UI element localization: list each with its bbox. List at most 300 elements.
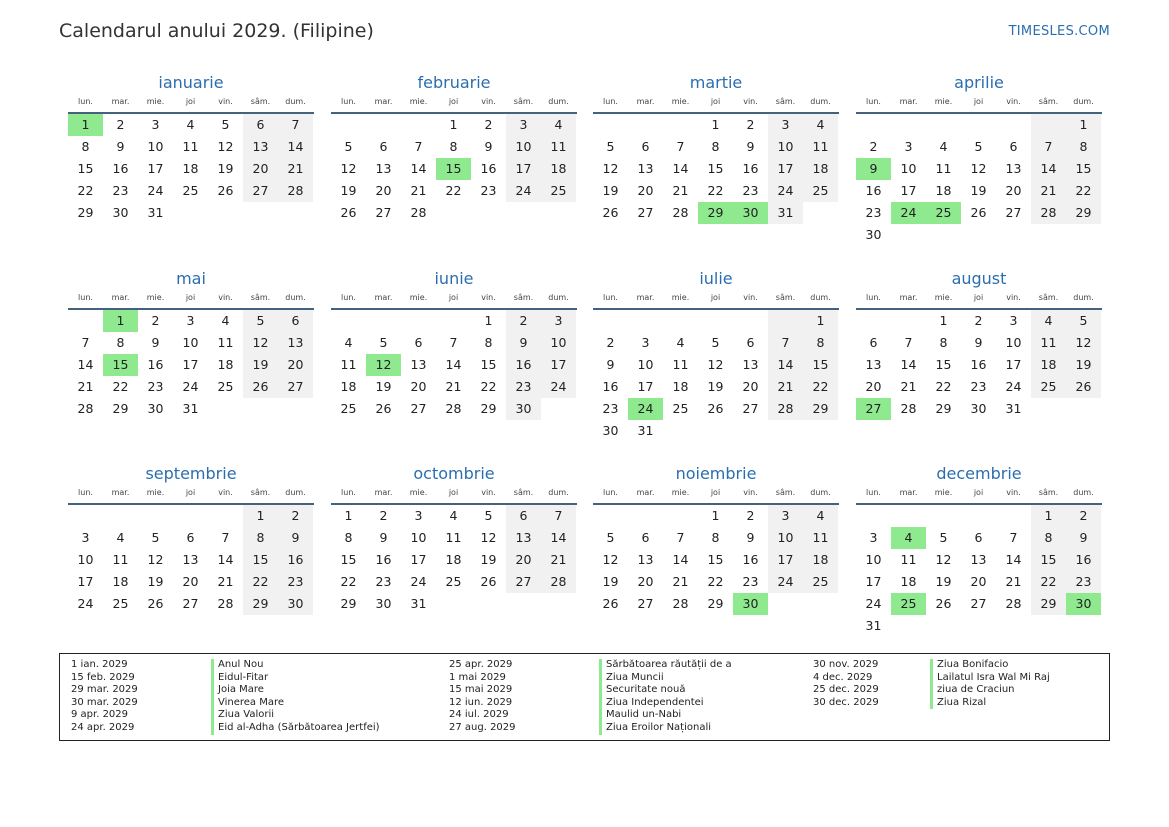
holiday-date: 30 mar. 2029	[71, 696, 138, 708]
day-cell: 22	[340, 574, 357, 589]
month-name: decembrie	[936, 464, 1022, 483]
weekday-label: mar.	[636, 293, 655, 302]
holiday-day: 25	[891, 593, 926, 615]
day-cell: 26	[375, 401, 392, 416]
day-cell: 6	[379, 139, 388, 154]
day-cell: 5	[974, 139, 983, 154]
empty-cell	[366, 310, 401, 332]
month-name: august	[951, 269, 1007, 288]
day-cell: 9	[116, 139, 125, 154]
day-cell: 28	[278, 180, 313, 202]
day-cell: 17	[410, 552, 427, 567]
day-cell: 5	[711, 335, 720, 350]
holiday-day: 1	[68, 114, 103, 136]
legend-names-1	[211, 659, 380, 735]
day-cell: 18	[217, 357, 234, 372]
day-cell: 1	[1031, 505, 1066, 527]
month-iulie	[593, 268, 839, 442]
weekday-label: mar.	[111, 97, 130, 106]
month-name: iulie	[699, 269, 733, 288]
day-cell: 24	[768, 571, 803, 593]
empty-cell	[366, 114, 401, 136]
day-cell: 23	[742, 574, 759, 589]
weekday-label: mie.	[671, 488, 690, 497]
day-cell: 16	[742, 552, 759, 567]
day-cell: 20	[506, 549, 541, 571]
day-cell: 28	[672, 205, 689, 220]
weekday-label: lun.	[341, 97, 356, 106]
day-cell: 11	[217, 335, 234, 350]
day-cell: 21	[900, 379, 917, 394]
day-cell: 28	[768, 398, 803, 420]
day-cell: 25	[445, 574, 462, 589]
day-cell: 5	[243, 310, 278, 332]
day-cell: 7	[278, 114, 313, 136]
day-cell: 26	[970, 205, 987, 220]
empty-cell	[663, 505, 698, 527]
weekday-label: mar.	[374, 97, 393, 106]
day-cell: 23	[112, 183, 129, 198]
weekday-header	[856, 485, 1102, 500]
day-cell: 4	[803, 505, 838, 527]
day-cell: 17	[768, 158, 803, 180]
weekday-label: vin.	[481, 488, 496, 497]
day-cell: 5	[606, 530, 615, 545]
holiday-date: 27 aug. 2029	[449, 721, 516, 733]
day-cell: 3	[904, 139, 913, 154]
month-februarie	[331, 72, 577, 224]
weekday-label: vin.	[218, 293, 233, 302]
day-cell: 27	[375, 205, 392, 220]
day-cell: 16	[278, 549, 313, 571]
day-cell: 22	[480, 379, 497, 394]
day-cell: 19	[375, 379, 392, 394]
weekday-label: joi	[710, 293, 721, 302]
day-cell: 16	[970, 357, 987, 372]
empty-cell	[961, 505, 996, 527]
day-cell: 3	[641, 335, 650, 350]
day-cell: 18	[112, 574, 129, 589]
day-cell: 24	[1005, 379, 1022, 394]
day-cell: 2	[116, 117, 125, 132]
weekday-label: dum.	[285, 293, 306, 302]
day-cell: 31	[182, 401, 199, 416]
day-cell: 10	[1005, 335, 1022, 350]
day-cell: 10	[77, 552, 94, 567]
day-cell: 6	[974, 530, 983, 545]
day-cell: 4	[1031, 310, 1066, 332]
holiday-day: 4	[891, 527, 926, 549]
day-cell: 20	[375, 183, 392, 198]
day-cell: 6	[186, 530, 195, 545]
holiday-day: 30	[733, 593, 768, 615]
day-cell: 12	[217, 139, 234, 154]
weekday-label: mie.	[409, 97, 428, 106]
empty-cell	[926, 114, 961, 136]
weekday-label: mar.	[636, 488, 655, 497]
holiday-date: 9 apr. 2029	[71, 709, 129, 721]
day-cell: 17	[1005, 357, 1022, 372]
day-cell: 12	[935, 552, 952, 567]
day-cell: 10	[506, 136, 541, 158]
holiday-date: 12 iun. 2029	[449, 696, 513, 708]
day-cell: 15	[935, 357, 952, 372]
day-cell: 26	[243, 376, 278, 398]
day-cell: 19	[340, 183, 357, 198]
day-cell: 4	[186, 117, 195, 132]
weekday-label: sâm.	[1038, 97, 1059, 106]
day-cell: 1	[344, 508, 353, 523]
month-name: octombrie	[413, 464, 495, 483]
day-cell: 20	[637, 574, 654, 589]
weekday-label: joi	[973, 488, 984, 497]
weekday-label: vin.	[743, 97, 758, 106]
empty-cell	[996, 114, 1031, 136]
day-cell: 6	[506, 505, 541, 527]
day-cell: 15	[243, 549, 278, 571]
day-grid	[856, 505, 1102, 637]
day-cell: 15	[803, 354, 838, 376]
day-cell: 17	[768, 549, 803, 571]
empty-cell	[628, 114, 663, 136]
day-cell: 29	[1066, 202, 1101, 224]
day-cell: 31	[410, 596, 427, 611]
day-cell: 17	[865, 574, 882, 589]
holiday-date: 4 dec. 2029	[813, 671, 873, 683]
weekday-header	[593, 94, 839, 109]
holiday-date: 15 mai 2029	[449, 684, 513, 696]
weekday-label: sâm.	[775, 97, 796, 106]
day-cell: 16	[147, 357, 164, 372]
holiday-name: Ziua Rizal	[930, 697, 1050, 710]
day-cell: 20	[278, 354, 313, 376]
day-cell: 30	[865, 227, 882, 242]
weekday-label: vin.	[481, 97, 496, 106]
weekday-label: joi	[185, 293, 196, 302]
month-name: septembrie	[145, 464, 237, 483]
day-cell: 18	[541, 158, 576, 180]
holiday-date: 1 ian. 2029	[71, 659, 128, 670]
holiday-day: 27	[856, 398, 891, 420]
day-cell: 3	[768, 114, 803, 136]
day-cell: 28	[445, 401, 462, 416]
empty-cell	[331, 114, 366, 136]
day-cell: 23	[506, 376, 541, 398]
day-cell: 22	[1066, 180, 1101, 202]
day-cell: 18	[803, 158, 838, 180]
weekday-label: dum.	[285, 97, 306, 106]
day-cell: 8	[803, 332, 838, 354]
day-cell: 23	[375, 574, 392, 589]
day-cell: 27	[278, 376, 313, 398]
day-cell: 5	[344, 139, 353, 154]
holiday-day: 1	[103, 310, 138, 332]
holiday-date: 30 dec. 2029	[813, 696, 879, 708]
day-cell: 10	[637, 357, 654, 372]
day-cell: 6	[1009, 139, 1018, 154]
weekday-label: joi	[710, 97, 721, 106]
holiday-day: 15	[103, 354, 138, 376]
weekday-label: lun.	[341, 293, 356, 302]
weekday-label: vin.	[1006, 293, 1021, 302]
day-cell: 15	[1066, 158, 1101, 180]
day-cell: 22	[935, 379, 952, 394]
weekday-label: sâm.	[775, 488, 796, 497]
month-name: ianuarie	[158, 73, 224, 92]
weekday-label: mar.	[111, 293, 130, 302]
day-cell: 18	[803, 549, 838, 571]
day-grid	[331, 310, 577, 420]
page-title: Calendarul anului 2029. (Filipine)	[59, 20, 374, 42]
day-cell: 24	[77, 596, 94, 611]
day-cell: 1	[711, 508, 720, 523]
day-cell: 1	[1066, 114, 1101, 136]
empty-cell	[331, 310, 366, 332]
day-cell: 23	[970, 379, 987, 394]
day-cell: 28	[1031, 202, 1066, 224]
empty-cell	[996, 505, 1031, 527]
day-cell: 3	[541, 310, 576, 332]
day-cell: 27	[1005, 205, 1022, 220]
weekday-label: mar.	[111, 488, 130, 497]
day-cell: 1	[484, 313, 493, 328]
day-cell: 19	[935, 574, 952, 589]
day-cell: 10	[865, 552, 882, 567]
day-cell: 2	[746, 508, 755, 523]
day-cell: 23	[480, 183, 497, 198]
day-cell: 20	[410, 379, 427, 394]
weekday-label: joi	[448, 97, 459, 106]
day-cell: 10	[410, 530, 427, 545]
day-cell: 18	[1031, 354, 1066, 376]
day-cell: 14	[768, 354, 803, 376]
day-cell: 3	[186, 313, 195, 328]
day-cell: 2	[606, 335, 615, 350]
weekday-label: sâm.	[513, 97, 534, 106]
day-cell: 9	[278, 527, 313, 549]
day-cell: 8	[711, 139, 720, 154]
day-cell: 26	[602, 205, 619, 220]
day-cell: 15	[707, 161, 724, 176]
empty-cell	[663, 114, 698, 136]
weekday-header	[593, 290, 839, 305]
day-cell: 7	[904, 335, 913, 350]
holiday-day: 15	[436, 158, 471, 180]
day-cell: 28	[1005, 596, 1022, 611]
day-cell: 10	[182, 335, 199, 350]
day-cell: 6	[641, 139, 650, 154]
day-cell: 29	[243, 593, 278, 615]
brand-link[interactable]: TIMESLES.COM	[1008, 24, 1110, 39]
day-cell: 15	[1031, 549, 1066, 571]
day-cell: 19	[602, 574, 619, 589]
weekday-label: sâm.	[513, 488, 534, 497]
day-cell: 14	[1031, 158, 1066, 180]
day-cell: 2	[278, 505, 313, 527]
day-cell: 14	[672, 161, 689, 176]
day-cell: 11	[541, 136, 576, 158]
day-cell: 28	[410, 205, 427, 220]
month-decembrie	[856, 463, 1102, 637]
day-cell: 14	[445, 357, 462, 372]
day-cell: 30	[375, 596, 392, 611]
month-name: noiembrie	[675, 464, 757, 483]
weekday-label: lun.	[341, 488, 356, 497]
day-cell: 18	[182, 161, 199, 176]
weekday-label: dum.	[810, 488, 831, 497]
holiday-name: Eidul-Fitar	[211, 672, 380, 685]
weekday-label: mie.	[934, 293, 953, 302]
weekday-header	[331, 485, 577, 500]
day-cell: 12	[480, 530, 497, 545]
day-cell: 23	[147, 379, 164, 394]
day-cell: 30	[970, 401, 987, 416]
holiday-day: 30	[733, 202, 768, 224]
day-cell: 9	[974, 335, 983, 350]
weekday-label: lun.	[603, 293, 618, 302]
day-cell: 10	[541, 332, 576, 354]
empty-cell	[768, 310, 803, 332]
weekday-label: joi	[448, 488, 459, 497]
weekday-label: sâm.	[250, 97, 271, 106]
weekday-label: mar.	[374, 293, 393, 302]
day-cell: 21	[445, 379, 462, 394]
day-cell: 1	[449, 117, 458, 132]
day-cell: 27	[506, 571, 541, 593]
day-cell: 25	[803, 571, 838, 593]
holiday-name: Eid al-Adha (Sărbătoarea Jertfei)	[211, 722, 380, 735]
weekday-label: joi	[185, 97, 196, 106]
day-cell: 17	[637, 379, 654, 394]
day-cell: 26	[707, 401, 724, 416]
day-cell: 2	[1066, 505, 1101, 527]
day-cell: 22	[112, 379, 129, 394]
day-cell: 23	[1066, 571, 1101, 593]
day-cell: 7	[221, 530, 230, 545]
day-cell: 4	[449, 508, 458, 523]
day-cell: 23	[865, 205, 882, 220]
day-cell: 7	[449, 335, 458, 350]
weekday-label: dum.	[548, 293, 569, 302]
day-cell: 19	[1066, 354, 1101, 376]
day-cell: 25	[672, 401, 689, 416]
day-cell: 10	[768, 527, 803, 549]
empty-cell	[208, 505, 243, 527]
weekday-label: mie.	[409, 488, 428, 497]
day-cell: 22	[77, 183, 94, 198]
weekday-header	[68, 94, 314, 109]
day-cell: 27	[410, 401, 427, 416]
day-cell: 17	[182, 357, 199, 372]
day-cell: 8	[449, 139, 458, 154]
day-grid	[856, 114, 1102, 246]
day-cell: 30	[602, 423, 619, 438]
day-cell: 9	[606, 357, 615, 372]
holiday-day: 24	[891, 202, 926, 224]
holiday-day: 30	[1066, 593, 1101, 615]
day-cell: 10	[768, 136, 803, 158]
day-cell: 23	[742, 183, 759, 198]
day-cell: 15	[480, 357, 497, 372]
day-cell: 3	[506, 114, 541, 136]
weekday-label: joi	[185, 488, 196, 497]
day-cell: 8	[1031, 527, 1066, 549]
day-cell: 1	[939, 313, 948, 328]
day-cell: 10	[900, 161, 917, 176]
day-cell: 4	[221, 313, 230, 328]
day-cell: 16	[602, 379, 619, 394]
day-cell: 14	[410, 161, 427, 176]
weekday-label: dum.	[810, 97, 831, 106]
day-cell: 8	[116, 335, 125, 350]
empty-cell	[138, 505, 173, 527]
day-cell: 8	[1066, 136, 1101, 158]
day-cell: 18	[340, 379, 357, 394]
day-grid	[331, 114, 577, 224]
day-cell: 28	[672, 596, 689, 611]
day-cell: 21	[541, 549, 576, 571]
day-cell: 4	[116, 530, 125, 545]
holiday-name: Sărbătoarea răutății de a	[599, 659, 732, 672]
weekday-label: mie.	[146, 97, 165, 106]
empty-cell	[68, 505, 103, 527]
weekday-label: mie.	[934, 97, 953, 106]
day-cell: 2	[484, 117, 493, 132]
holiday-name: Ziua Independentei	[599, 697, 732, 710]
weekday-header	[68, 485, 314, 500]
weekday-label: vin.	[1006, 97, 1021, 106]
empty-cell	[891, 310, 926, 332]
weekday-label: dum.	[1073, 97, 1094, 106]
day-cell: 24	[865, 596, 882, 611]
day-cell: 13	[865, 357, 882, 372]
holiday-name: Ziua Eroilor Naționali	[599, 722, 732, 735]
empty-cell	[628, 505, 663, 527]
day-cell: 5	[606, 139, 615, 154]
weekday-label: mar.	[636, 97, 655, 106]
day-cell: 11	[672, 357, 689, 372]
weekday-label: joi	[973, 293, 984, 302]
holiday-day: 9	[856, 158, 891, 180]
day-cell: 20	[742, 379, 759, 394]
weekday-label: mie.	[934, 488, 953, 497]
day-cell: 29	[112, 401, 129, 416]
day-cell: 21	[1005, 574, 1022, 589]
day-cell: 24	[506, 180, 541, 202]
day-cell: 17	[900, 183, 917, 198]
day-cell: 19	[707, 379, 724, 394]
weekday-label: dum.	[548, 97, 569, 106]
weekday-label: dum.	[1073, 293, 1094, 302]
weekday-label: sâm.	[1038, 293, 1059, 302]
day-cell: 25	[217, 379, 234, 394]
empty-cell	[436, 310, 471, 332]
weekday-label: joi	[448, 293, 459, 302]
day-cell: 7	[676, 530, 685, 545]
holiday-date: 25 dec. 2029	[813, 684, 879, 696]
day-cell: 4	[939, 139, 948, 154]
day-cell: 3	[1009, 313, 1018, 328]
day-cell: 27	[970, 596, 987, 611]
holiday-name: Ziua Bonifacio	[930, 659, 1050, 672]
holiday-date: 30 nov. 2029	[813, 659, 879, 670]
day-cell: 28	[77, 401, 94, 416]
day-cell: 17	[147, 161, 164, 176]
day-cell: 7	[768, 332, 803, 354]
empty-cell	[401, 310, 436, 332]
day-cell: 8	[344, 530, 353, 545]
day-cell: 20	[1005, 183, 1022, 198]
